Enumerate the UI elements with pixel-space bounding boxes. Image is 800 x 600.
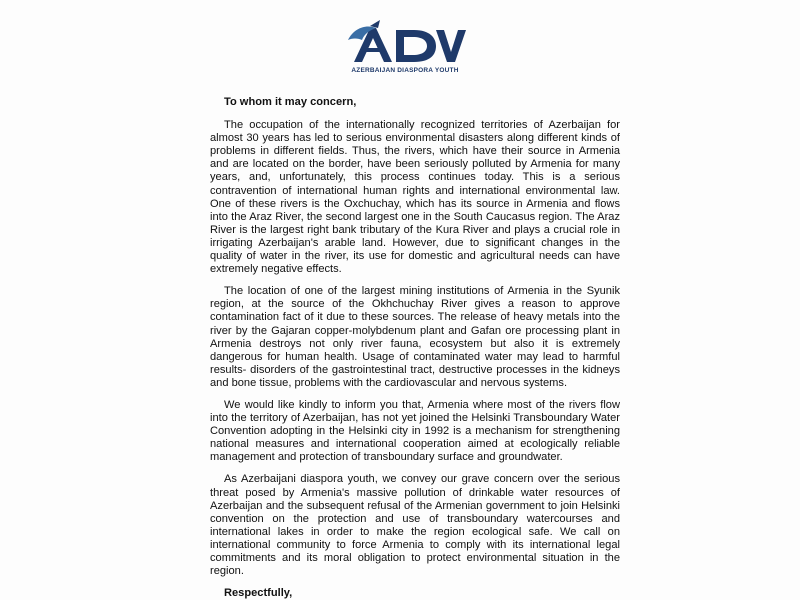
paragraph-2: The location of one of the largest mining institutions of Armenia in the Syunik region, at the source of the Okhchuchay River gives a reason to approve contamination fact of it due to these sources. The release of heavy metals into the river by the Gajaran copper-molybdenum plant and Gafan ore processing plant in Armenia destroys not only river fauna, ecosystem but also it is extremely dangerous for human health. Usage of contaminated water may lead to harmful results- disorders of the gastrointestinal tract, destructive processes in the kidneys and bone tissue, problems with the cardiovascular and nervous systems. xyxy=(210,285,620,389)
letter-body xyxy=(210,96,620,600)
paragraph-4: As Azerbaijani diaspora youth, we convey our grave concern over the serious threat posed by Armenia's massive pollution of drinkable water resources of Azerbaijan and the subsequent refusal of the Armenian government to join Helsinki convention on the protection and use of transboundary watercourses and international lakes in order to make the region ecological safe. We call on international community to force Armenia to comply with its international legal commitments and its moral obligation to protect environmental situation in the region. xyxy=(210,473,620,578)
logo-letter-d xyxy=(396,30,436,62)
closing: Respectfully, xyxy=(224,587,293,600)
logo-graphic xyxy=(340,18,470,68)
paragraph-3: We would like kindly to inform you that, Armenia where most of the rivers flow into the territory of Azerbaijan, has not yet joined the Helsinki Transboundary Water Convention adopting in the Helsinki city in 1992 is a mechanism for strengthening national measures and international cooperation aimed at ecologically reliable management and protection of transboundary surface and groundwater. xyxy=(210,398,620,464)
horse-icon xyxy=(348,20,392,62)
paragraph-1: The occupation of the internationally recognized territories of Azerbaijan for almost 30 years has led to serious environmental disasters along different kinds of problems in different fields. Thus, the rivers, which have their source in Armenia and are located on the border, have been seriously polluted by Armenia for many years, and, unfortunately, this process continues today. This is a serious contravention of international human rights and international environmental law. One of these rivers is the Oxchuchay, which has its source in Armenia and flows into the Araz River, the second largest one in the South Caucasus region. The Araz River is the largest right bank tributary of the Kura River and plays a crucial role in irrigating Azerbaijan's arable land. However, due to significant changes in the quality of water in the river, its use for domestic and agricultural needs can have extremely negative effects. xyxy=(210,119,620,276)
salutation: To whom it may concern, xyxy=(224,96,357,108)
logo-tagline: AZERBAIJAN DIASPORA YOUTH xyxy=(351,67,459,74)
logo-letter-v xyxy=(436,30,466,62)
adv-logo xyxy=(340,18,470,80)
